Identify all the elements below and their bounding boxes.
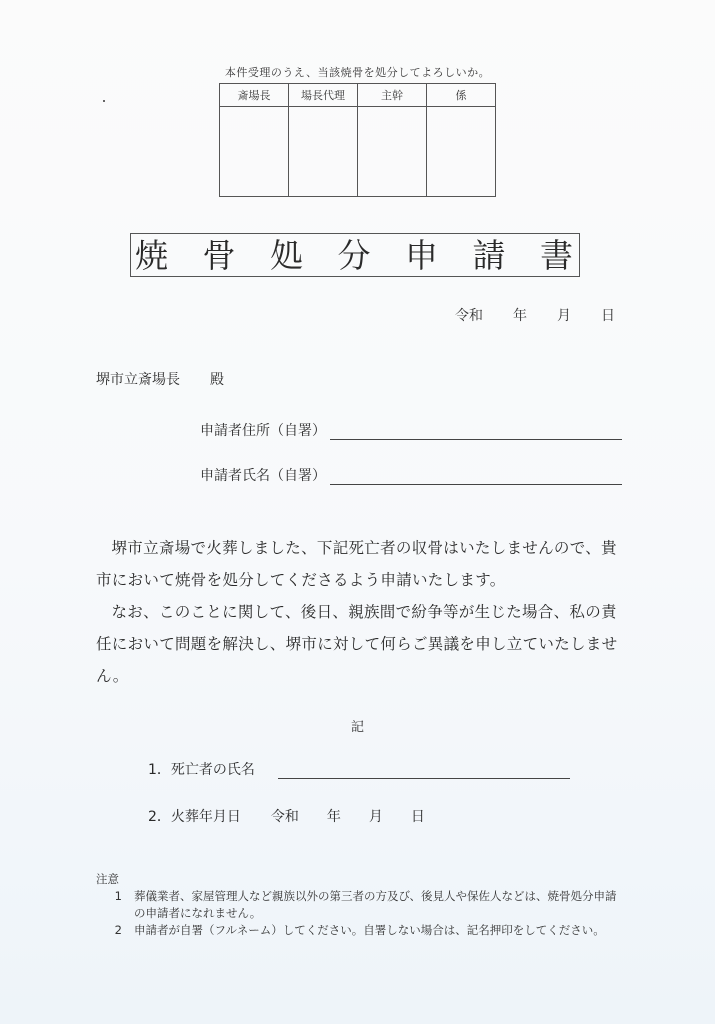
stamp-cell-chief xyxy=(358,107,427,197)
request-paragraph-2: なお、このことに関して、後日、親族間で紛争等が生じた場合、私の責任において問題を解決し、堺市に対して何らご異議を申し立ていたしません。 xyxy=(96,603,618,685)
title-char: 請 xyxy=(472,235,506,275)
document-title xyxy=(130,233,580,277)
applicant-address-label: 申請者住所（自署） xyxy=(200,423,326,439)
cremation-date-day: 日 xyxy=(410,809,425,825)
title-char: 骨 xyxy=(202,235,236,275)
item-1-label: 1．死亡者の氏名 xyxy=(148,762,255,778)
note-number: 2 xyxy=(114,923,122,937)
stamp-cell-staff xyxy=(427,107,496,197)
date-day: 日 xyxy=(601,308,615,324)
addressee-name: 堺市立斎場長 xyxy=(96,372,180,388)
date-era: 令和 xyxy=(455,308,483,324)
scan-speck xyxy=(103,100,105,102)
item-2-label: 2．火葬年月日 xyxy=(148,809,241,825)
item-2-row xyxy=(148,806,425,826)
stamp-cell-deputy xyxy=(289,107,358,197)
stamp-cell-director xyxy=(220,107,289,197)
addressee-honorific: 殿 xyxy=(210,372,224,388)
applicant-name-label: 申請者氏名（自署） xyxy=(200,468,326,484)
applicant-address-field[interactable] xyxy=(330,439,622,440)
note-text: 申請者が自署（フルネーム）してください。自署しない場合は、記名押印をしてください。 xyxy=(134,923,605,937)
title-char: 焼 xyxy=(135,235,168,275)
approval-header-deputy: 場長代理 xyxy=(289,84,358,107)
note-item xyxy=(96,922,626,939)
cremation-date-era: 令和 xyxy=(270,809,299,825)
request-body xyxy=(96,532,626,692)
note-number: 1 xyxy=(114,889,122,903)
approval-stamp-table xyxy=(219,83,496,197)
approval-note: 本件受理のうえ、当該焼骨を処分してよろしいか。 xyxy=(224,66,491,79)
cremation-date-year: 年 xyxy=(326,809,341,825)
cremation-date-month: 月 xyxy=(368,809,383,825)
note-text: 葬儀業者、家屋管理人など親族以外の第三者の方及び、後見人や保佐人などは、焼骨処分申請の申請者になれません。 xyxy=(134,889,617,920)
approval-header-staff: 係 xyxy=(427,84,496,107)
applicant-name-field[interactable] xyxy=(330,484,622,485)
notes-heading: 注意 xyxy=(96,872,119,886)
approval-header-director: 斎場長 xyxy=(220,84,289,107)
approval-header-chief: 主幹 xyxy=(358,84,427,107)
ki-heading: 記 xyxy=(350,720,364,735)
date-year: 年 xyxy=(513,308,527,324)
title-char: 書 xyxy=(540,235,573,275)
date-month: 月 xyxy=(557,308,571,324)
notes xyxy=(96,871,626,939)
request-paragraph-1: 堺市立斎場で火葬しました、下記死亡者の収骨はいたしませんので、貴市において焼骨を処分してくださるよう申請いたします。 xyxy=(96,539,617,589)
title-char: 処 xyxy=(270,235,303,275)
addressee xyxy=(96,369,224,389)
title-char: 分 xyxy=(337,235,371,275)
note-item xyxy=(96,888,626,922)
deceased-name-field[interactable] xyxy=(278,778,570,779)
title-char: 申 xyxy=(405,235,438,275)
application-date xyxy=(455,305,615,325)
